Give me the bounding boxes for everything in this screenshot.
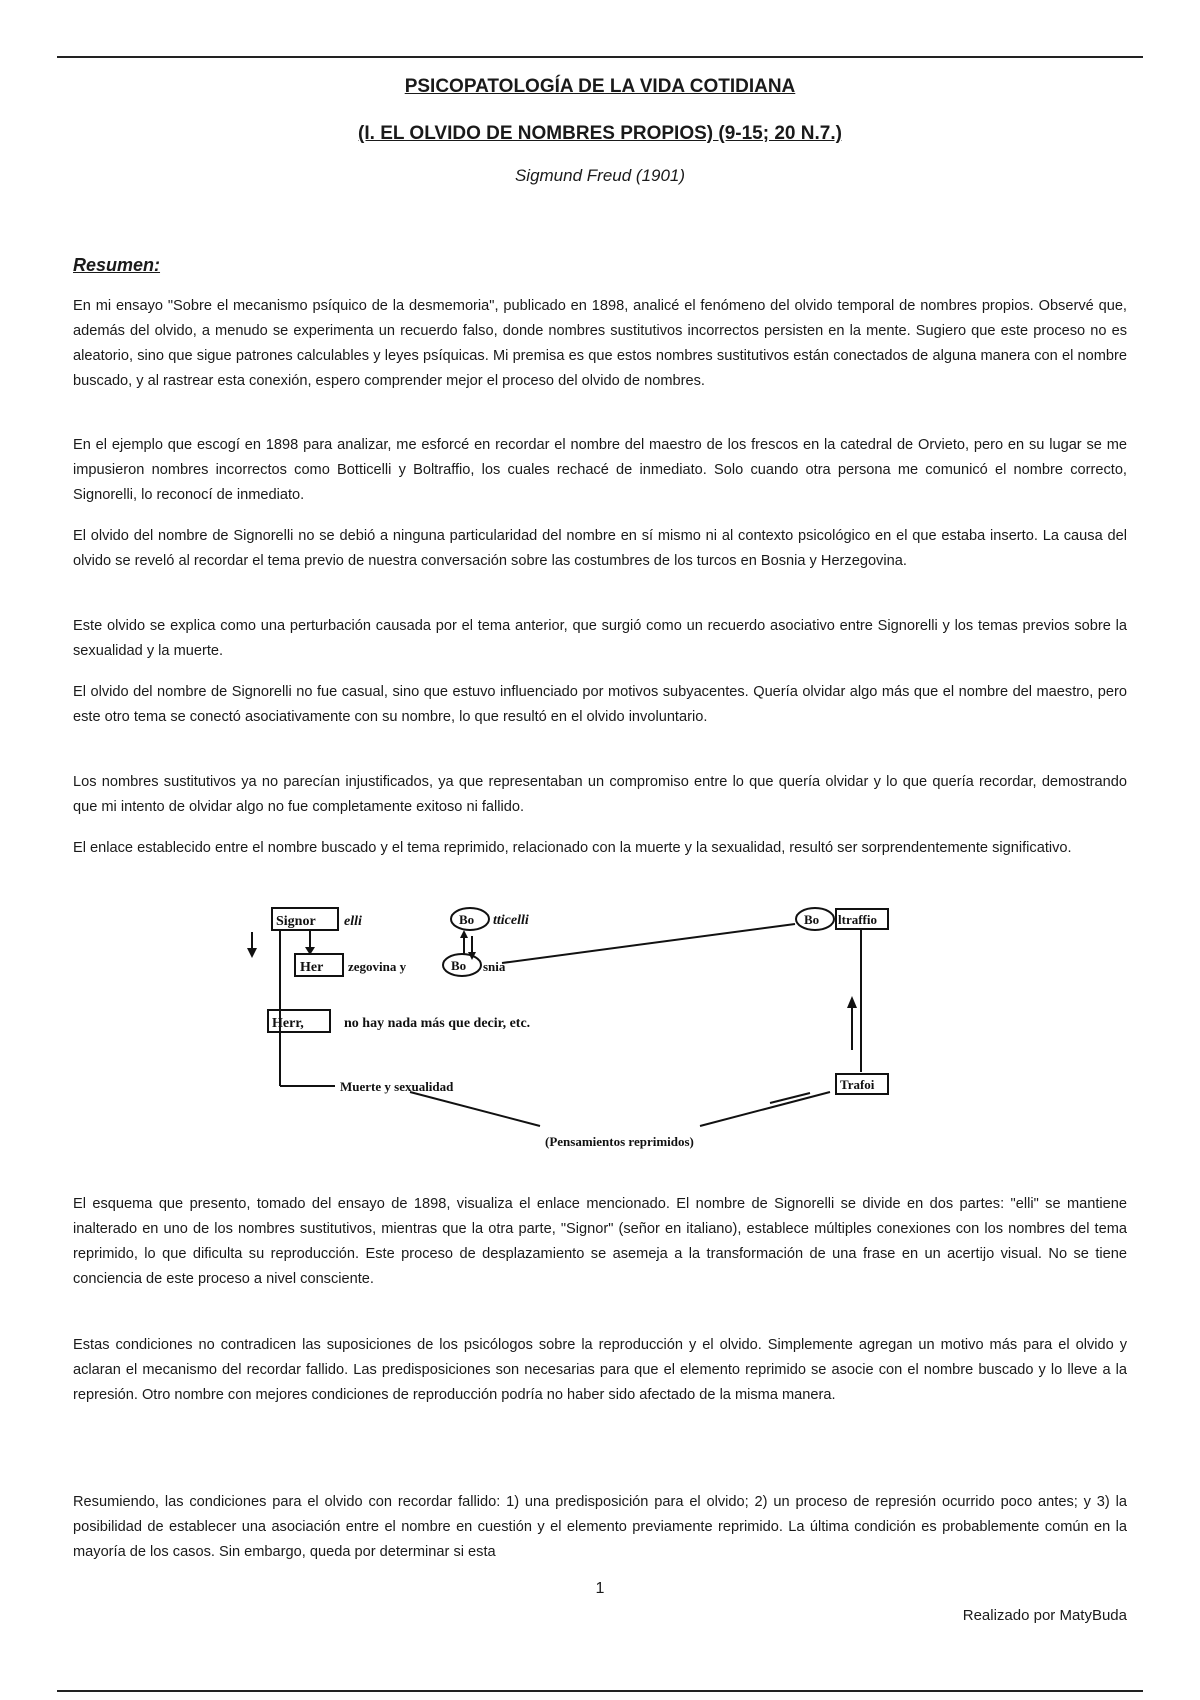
paragraph-2: En el ejemplo que escogí en 1898 para analizar, me esforcé en recordar el nombre del maestro de los frescos en la catedral de Orvieto, pero en su lugar se me impusieron nombres incorrectos como Botticelli y Boltraffio, los cuales rechacé de inmediato. Solo cuando otra persona me comunicó el nombre correcto, Signorelli, lo reconocí de inmediato. bbox=[73, 437, 1127, 503]
diagram-bo-2: Bo bbox=[804, 912, 820, 927]
paragraph-8: El esquema que presento, tomado del ensayo de 1898, visualiza el enlace mencionado. El nombre de Signorelli se divide en dos partes: "elli" se mantiene inalterado en uno de los nombres sustitutivos, mientras que la otra parte, "Signor" (señor en italiano), establece múltiples conexiones con los nombres del tema reprimido, lo que dificulta su reproducción. Este proceso de desplazamiento se asemeja a la transformación de una frase en un acertijo visual. No se tiene conciencia de este proceso a nivel consciente. bbox=[73, 1196, 1127, 1287]
top-rule bbox=[57, 56, 1143, 58]
left-arrow-head bbox=[247, 948, 257, 958]
document-author: Sigmund Freud (1901) bbox=[514, 166, 686, 185]
diagram-signor: Signor bbox=[276, 914, 316, 929]
paragraph-4: Este olvido se explica como una perturbación causada por el tema anterior, que surgió como un recuerdo asociativo entre Signorelli y los temas previos sobre la sexualidad y la muerte. bbox=[73, 618, 1127, 659]
document-subtitle: (I. EL OLVIDO DE NOMBRES PROPIOS) (9-15; 20 N.7.) bbox=[358, 123, 842, 144]
document-title: PSICOPATOLOGÍA DE LA VIDA COTIDIANA bbox=[404, 76, 796, 97]
diagram-tticelli: tticelli bbox=[493, 913, 529, 928]
muerte-pensamientos-line bbox=[410, 1092, 540, 1126]
right-up-arrow-head bbox=[847, 996, 857, 1008]
bottom-rule bbox=[57, 1690, 1143, 1692]
signorelli-diagram bbox=[240, 900, 920, 1160]
diagram-snia: snia bbox=[483, 959, 506, 974]
paragraph-7: El enlace establecido entre el nombre buscado y el tema reprimido, relacionado con la muerte y la sexualidad, resultó ser sorprendentemente significativo. bbox=[73, 840, 1072, 856]
paragraph-1: En mi ensayo "Sobre el mecanismo psíquico de la desmemoria", publicado en 1898, analicé el fenómeno del olvido temporal de nombres propios. Observé que, además del olvido, a menudo se experimenta un recuerdo falso, donde nombres sustitutivos incorrectos persisten en la mente. Sugiero que este proceso no es aleatorio, sino que sigue patrones calculables y leyes psíquicas. Mi premisa es que estos nombres sustitutivos están conectados de alguna manera con el nombre buscado, y al rastrear esta conexión, espero comprender mejor el proceso del olvido de nombres. bbox=[73, 298, 1127, 389]
diagram-no-hay-nada: no hay nada más que decir, etc. bbox=[344, 1016, 531, 1031]
pensamientos-trafoi-line bbox=[700, 1092, 830, 1126]
diagram-elli: elli bbox=[344, 914, 362, 929]
diagram-her: Her bbox=[300, 960, 324, 975]
diagram-trafoi: Trafoi bbox=[840, 1077, 875, 1092]
paragraph-5: El olvido del nombre de Signorelli no fue casual, sino que estuvo influenciado por motivos subyacentes. Quería olvidar algo más que el nombre del maestro, pero este otro tema se conectó asociativamente con su nombre, lo que resultó en el olvido involuntario. bbox=[73, 684, 1127, 725]
section-heading: Resumen: bbox=[73, 255, 161, 275]
diagram-bo-1: Bo bbox=[459, 912, 475, 927]
paragraph-10: Resumiendo, las condiciones para el olvido con recordar fallido: 1) una predisposición para el olvido; 2) un proceso de represión ocurrido poco antes; y 3) la posibilidad de establecer una asociación entre el nombre en cuestión y el elemento previamente reprimido. La última condición es probablemente común en la mayoría de los casos. Sin embargo, queda por determinar si esta bbox=[73, 1494, 1127, 1560]
paragraph-3: El olvido del nombre de Signorelli no se debió a ninguna particularidad del nombre en sí mismo ni al contexto psicológico en el que estaba inserto. La causa del olvido se reveló al recordar el tema previo de nuestra conversación sobre las costumbres de los turcos en Bosnia y Herzegovina. bbox=[73, 528, 1127, 569]
diagram-muerte: Muerte y sexualidad bbox=[340, 1079, 454, 1094]
bo-up-arrow-head bbox=[460, 930, 468, 938]
diagram-bo-3: Bo bbox=[451, 958, 467, 973]
paragraph-9: Estas condiciones no contradicen las suposiciones de los psicólogos sobre la reproducción y el olvido. Simplemente agregan un motivo más para el olvido y aclaran el mecanismo del recordar fallido. Las predisposiciones son necesarias para que el elemento reprimido se asocie con el nombre buscado y lo lleve a la represión. Otro nombre con mejores condiciones de reproducción podría no haber sido afectado de la misma manera. bbox=[73, 1337, 1127, 1403]
credit-line: Realizado por MatyBuda bbox=[962, 1607, 1127, 1624]
page-number: 1 bbox=[595, 1580, 605, 1597]
diagram-zegovina: zegovina y bbox=[348, 959, 407, 974]
diagram-pensamientos: (Pensamientos reprimidos) bbox=[545, 1134, 694, 1149]
diagram-herr: Herr, bbox=[272, 1016, 304, 1031]
bosnia-boltraffio-line bbox=[502, 924, 795, 963]
diagram-ltraffio: ltraffio bbox=[838, 912, 877, 927]
paragraph-6: Los nombres sustitutivos ya no parecían injustificados, ya que representaban un compromiso entre lo que quería olvidar y lo que quería recordar, demostrando que mi intento de olvidar algo no fue completamente exitoso ni fallido. bbox=[73, 774, 1127, 815]
